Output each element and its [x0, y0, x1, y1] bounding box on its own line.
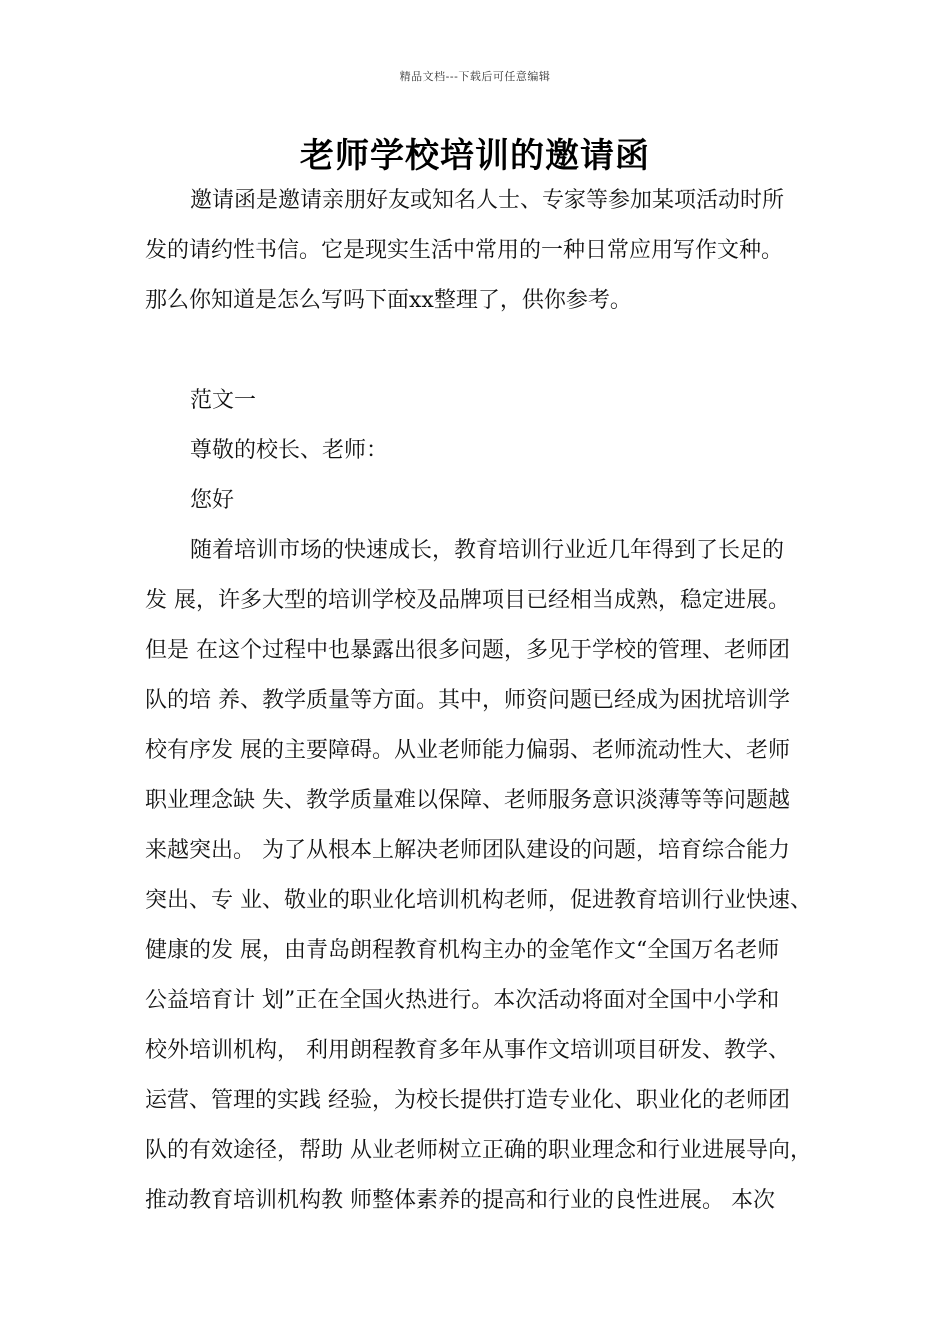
- body-line: 推动教育培训机构教 师整体素养的提高和行业的良性进展。 本次: [145, 1188, 775, 1213]
- salutation: 尊敬的校长、老师：: [190, 438, 389, 463]
- body-line: 公益培育计 划”正在全国火热进行。本次活动将面对全国中小学和: [145, 988, 780, 1013]
- body-line: 随着培训市场的快速成长，教育培训行业近几年得到了长足的: [190, 538, 785, 563]
- header-note: 精品文档---下载后可任意编辑: [399, 70, 551, 83]
- body-line: 来越突出。 为了从根本上解决老师团队建设的问题，培育综合能力: [145, 838, 790, 863]
- page-title: 老师学校培训的邀请函: [300, 136, 650, 176]
- body-line: 队的培 养、教学质量等方面。其中，师资问题已经成为困扰培训学: [145, 688, 790, 713]
- body-line: 发 展，许多大型的培训学校及品牌项目已经相当成熟，稳定进展。: [145, 588, 790, 613]
- body-line: 突出、专 业、敬业的职业化培训机构老师，促进教育培训行业快速、: [145, 888, 812, 913]
- greeting: 您好: [190, 488, 235, 513]
- section-label: 范文一: [190, 388, 257, 413]
- body-line: 但是 在这个过程中也暴露出很多问题，多见于学校的管理、老师团: [145, 638, 790, 663]
- body-line: 健康的发 展，由青岛朗程教育机构主办的金笔作文“全国万名老师: [145, 938, 780, 963]
- intro-line: 邀请函是邀请亲朋好友或知名人士、专家等参加某项活动时所: [190, 188, 785, 213]
- body-line: 校外培训机构， 利用朗程教育多年从事作文培训项目研发、教学、: [145, 1038, 790, 1063]
- intro-line: 发的请约性书信。它是现实生活中常用的一种日常应用写作文种。: [145, 238, 784, 263]
- intro-line: 那么你知道是怎么写吗下面xx整理了，供你参考。: [145, 288, 632, 313]
- body-line: 队的有效途径，帮助 从业老师树立正确的职业理念和行业进展导向，: [145, 1138, 812, 1163]
- body-line: 运营、管理的实践 经验，为校长提供打造专业化、职业化的老师团: [145, 1088, 790, 1113]
- body-line: 职业理念缺 失、教学质量难以保障、老师服务意识淡薄等等问题越: [145, 788, 790, 813]
- body-line: 校有序发 展的主要障碍。从业老师能力偏弱、老师流动性大、老师: [145, 738, 790, 763]
